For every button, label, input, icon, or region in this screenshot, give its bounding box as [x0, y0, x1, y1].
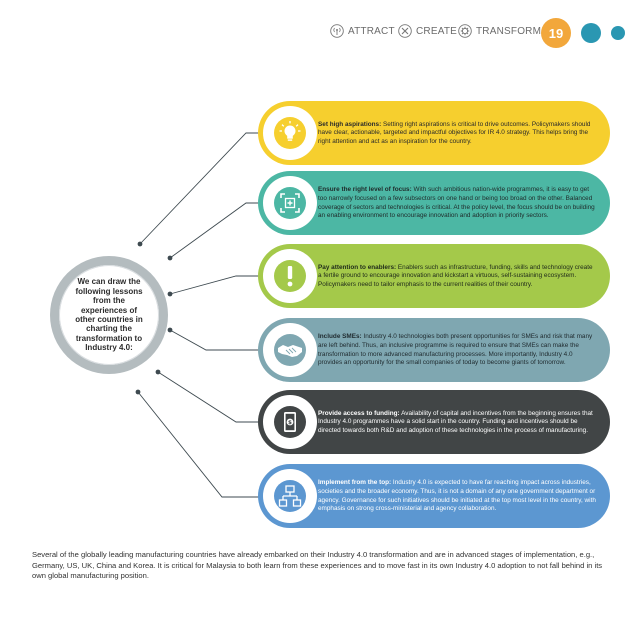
card-title: Include SMEs:	[318, 333, 362, 341]
org-chart-icon	[273, 479, 307, 513]
card-smes	[258, 318, 610, 382]
card-governance	[258, 464, 610, 528]
exclamation-icon	[273, 259, 307, 293]
card-body: Industry 4.0 technologies both present opportunities for SMEs and risk that many are left behind. Thus, an inclusive programme is required to ensure that SMEs can make the transformation to more advanced manufacturing processes. More importantly, Industry 4.0 provides an opportunity for the small companies of today to become giants of tomorrow.	[318, 333, 593, 367]
card-text	[318, 248, 596, 305]
card-text	[318, 105, 596, 162]
card-title: Provide access to funding:	[318, 409, 400, 417]
card-icon-circle	[263, 106, 317, 160]
card-title: Set high aspirations:	[318, 120, 382, 128]
card-icon-circle	[263, 469, 317, 523]
card-icon-circle	[263, 249, 317, 303]
card-body: Enablers such as infrastructure, funding, skills and technology create a fertile ground to encourage innovation and kickstart a virtuous, self-sustaining ecosystem. Policymakers need to tailor emphasis to the current realities of their country.	[318, 263, 593, 288]
card-body: With such ambitious nation-wide programmes, it is easy to get too narrowly focused on a few subsectors on one hand or being too broad on the other. Balanced coverage of sectors and technologies is critical. At the policy level, the focus should be on building an enabling environment to encourage innovation and adoption in priority sectors.	[318, 186, 595, 220]
card-body: Industry 4.0 is expected to have far reaching impact across industries, societies and the broader economy. Thus, it is not a domain of any one government department or agency. Governance for such initiatives should be initiated at the top most level in the country, with emphasis on strong cross-ministerial and agency collaboration.	[318, 479, 596, 513]
card-icon-circle	[263, 176, 317, 230]
nav-transform-label: TRANSFORM	[476, 25, 542, 37]
card-title: Implement from the top:	[318, 479, 392, 487]
card-icon-circle	[263, 395, 317, 449]
handshake-icon	[273, 333, 307, 367]
lessons-hub	[50, 256, 168, 374]
page-number: 19	[541, 18, 571, 48]
card-text	[318, 175, 596, 232]
nav-attract-label: ATTRACT	[348, 25, 395, 37]
card-body: Setting right aspirations is critical to drive outcomes. Policymakers should have clear, actionable, targeted and impactful objectives for IR 4.0 strategy. This helps bring the right attention and act as an inspiration for the country.	[318, 120, 591, 145]
card-text	[318, 468, 596, 525]
card-focus	[258, 171, 610, 235]
card-text	[318, 394, 596, 451]
money-icon	[273, 405, 307, 439]
lightbulb-icon	[273, 116, 307, 150]
focus-plus-icon	[273, 186, 307, 220]
svg-text:$: $	[288, 420, 292, 427]
card-text	[318, 322, 596, 379]
nav-create-label: CREATE	[416, 25, 458, 37]
card-body: Availability of capital and incentives from the beginning ensures that Industry 4.0 programmes have a solid start in the country. Funding and incentives should be directed towards both R&D and adoption of these technologies in the process of manufacturing.	[318, 409, 593, 434]
card-aspirations	[258, 101, 610, 165]
lessons-hub-inner	[59, 265, 159, 365]
card-title: Ensure the right level of focus:	[318, 186, 412, 194]
card-funding	[258, 390, 610, 454]
card-title: Pay attention to enablers:	[318, 263, 397, 271]
hub-text: We can draw the following lessons from the experiences of other countries in charting the transformation to Industry 4.0:	[75, 277, 143, 353]
card-enablers	[258, 244, 610, 308]
intro-paragraph: Several of the globally leading manufacturing countries have already embarked on their Industry 4.0 transformation and are in advanced stages of implementation, e.g., Germany, US, UK, China and Korea. It is critical for Malaysia to both learn from these experiences and to move fast in its own Industry 4.0 adoption to not fall behind in its own global manufacturing position.	[32, 550, 603, 581]
card-icon-circle	[263, 323, 317, 377]
